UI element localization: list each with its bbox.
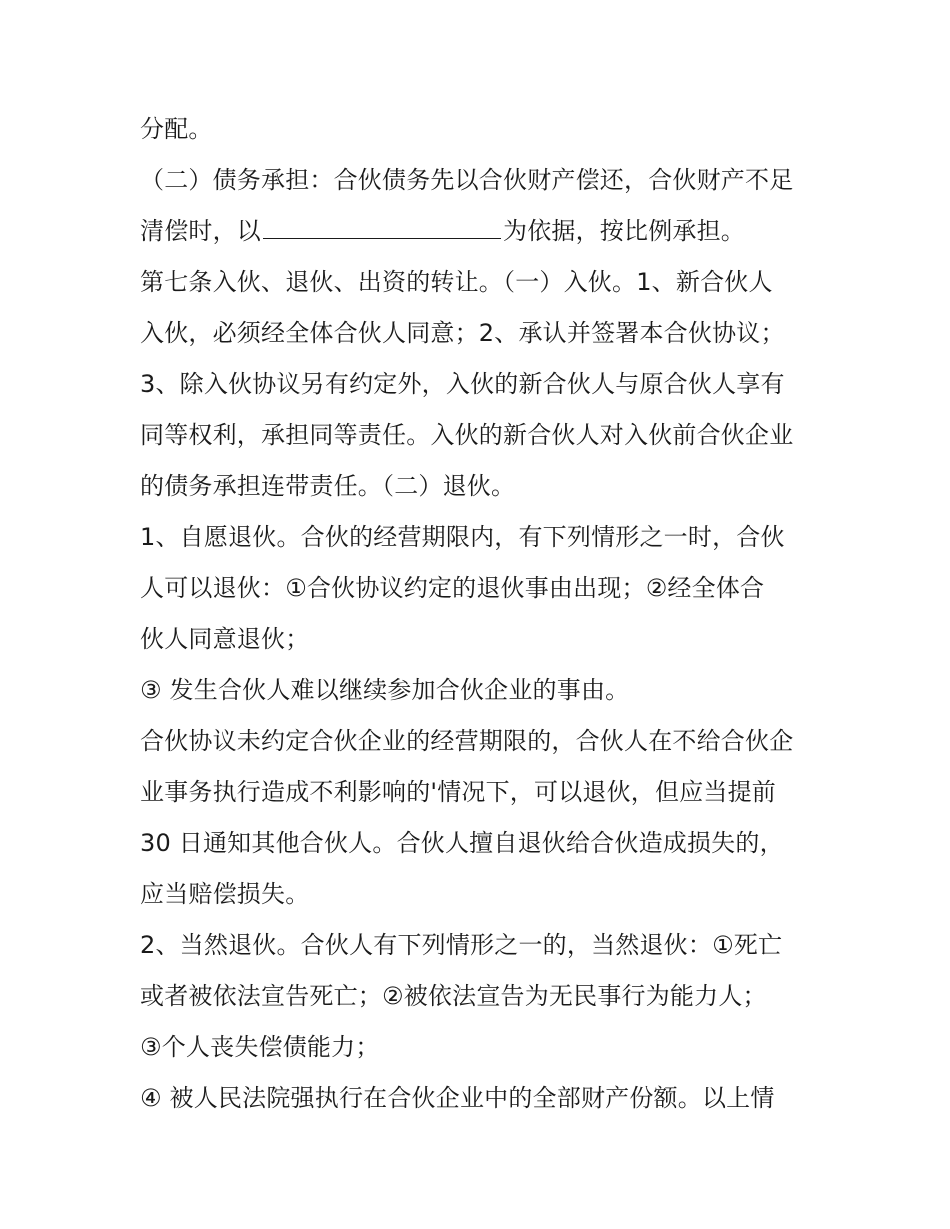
text-line: ③ 发生合伙人难以继续参加合伙企业的事由。	[140, 676, 630, 704]
text-line: 合伙协议未约定合伙企业的经营期限的，合伙人在不给合伙企	[140, 727, 794, 755]
text-line: ④ 被人民法院强执行在合伙企业中的全部财产份额。以上情	[140, 1084, 775, 1112]
text-line: 的债务承担连带责任。（二）退伙。	[140, 472, 516, 500]
text-line: 分配。	[140, 115, 213, 143]
text-line: ③个人丧失偿债能力；	[140, 1033, 380, 1061]
text-line: 人可以退伙：①合伙协议约定的退伙事由出现；②经全体合	[140, 574, 765, 602]
text-line: 入伙，必须经全体合伙人同意；2、承认并签署本合伙协议；	[140, 319, 785, 347]
text-line: 伙人同意退伙；	[140, 625, 310, 653]
text-line: 业事务执行造成不利影响的'情况下，可以退伙，但应当提前	[140, 778, 776, 806]
text-line: 30 日通知其他合伙人。合伙人擅自退伙给合伙造成损失的，	[140, 829, 784, 857]
text-line: 第七条入伙、退伙、出资的转让。（一）入伙。1、新合伙人	[140, 268, 773, 296]
fill-in-blank	[263, 216, 501, 239]
text-line: （二）债务承担：合伙债务先以合伙财产偿还，合伙财产不足	[140, 166, 794, 194]
text-line: 同等权利，承担同等责任。入伙的新合伙人对入伙前合伙企业	[140, 421, 794, 449]
text-line: 或者被依法宣告死亡；②被依法宣告为无民事行为能力人；	[140, 982, 767, 1010]
text-line: 3、除入伙协议另有约定外，入伙的新合伙人与原合伙人享有	[140, 370, 785, 398]
text-line: 应当赔偿损失。	[140, 880, 310, 908]
text-line: 1、自愿退伙。合伙的经营期限内，有下列情形之一时，合伙	[140, 523, 785, 551]
text-line: 2、当然退伙。合伙人有下列情形之一的，当然退伙：①死亡	[140, 931, 783, 959]
text-segment: 为依据，按比例承担。	[503, 217, 745, 245]
text-segment: 清偿时，以	[140, 217, 261, 245]
text-line-with-blank	[140, 216, 840, 246]
